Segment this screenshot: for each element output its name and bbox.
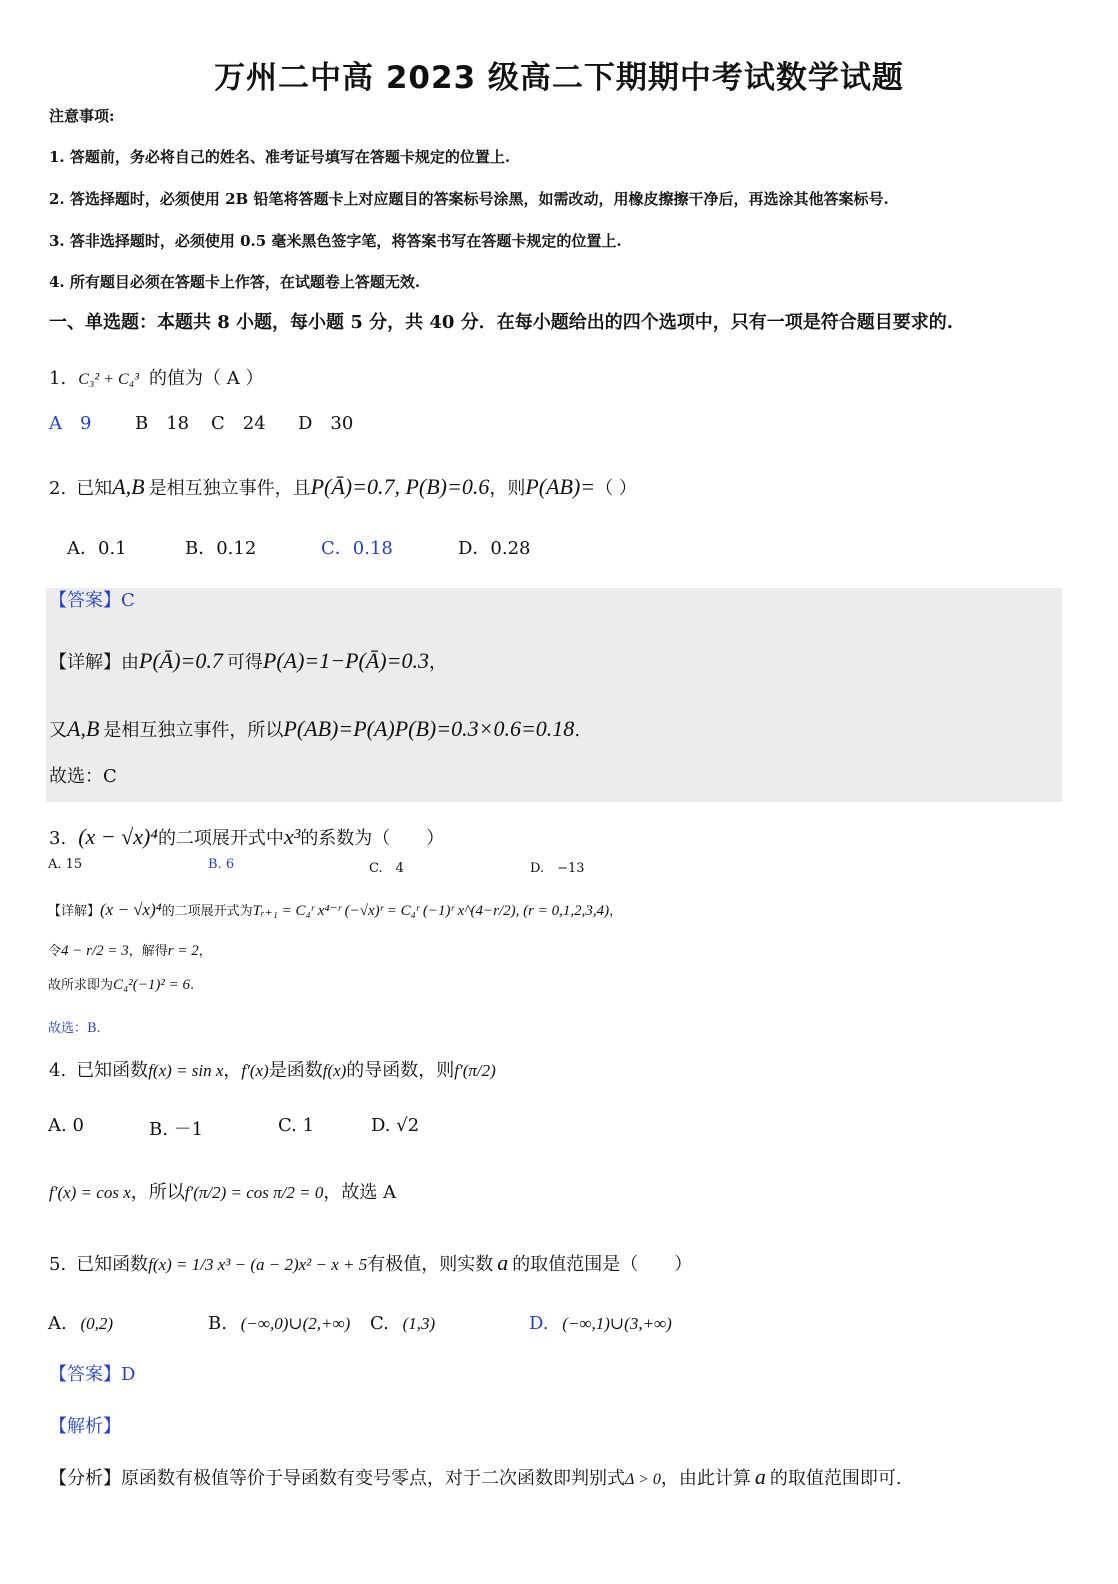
q3-detail-end: ，	[609, 904, 623, 919]
question-4	[49, 1056, 496, 1082]
q2-detail-given: P(Ā)=0.7	[139, 648, 223, 673]
question-3	[49, 824, 444, 850]
q4-sol-so: ，所以	[130, 1182, 185, 1203]
q1-expression: C₃² + C₄³	[78, 371, 140, 388]
q3-choose: 故选：B.	[48, 1021, 101, 1036]
q5-option-b-label: B.	[208, 1313, 227, 1334]
note-item-2: 2. 答选择题时，必须使用 2B 铅笔将答题卡上对应题目的答案标号涂黑，如需改动，用橡皮擦擦干净后，再选涂其他答案标号.	[49, 190, 889, 208]
q2-events: A,B	[112, 474, 145, 499]
q4-mid-2: 是函数	[268, 1060, 323, 1081]
q2-ask: P(AB)=	[525, 474, 596, 499]
q4-sol-derivative: f′(x) = cos x	[49, 1183, 131, 1202]
q3-detail-label: 【详解】	[48, 904, 101, 919]
q1-number: 1.	[49, 368, 67, 389]
q4-ask: f′(π/2)	[454, 1061, 496, 1080]
q3-detail-line-2	[48, 940, 212, 960]
note-item-1: 1. 答题前，务必将自己的姓名、准考证号填写在答题卡规定的位置上.	[49, 148, 511, 166]
q4-option-a: A. 0	[48, 1115, 84, 1136]
q2-option-a: A．0.1	[67, 538, 127, 559]
q1-option-b: B 18	[135, 413, 190, 434]
q5-fenxi-text-3: 的取值范围即可.	[769, 1468, 902, 1489]
q3-line3-equation: C₄²(−1)² = 6	[113, 977, 190, 993]
q4-fx: f(x)	[322, 1061, 347, 1080]
q3-line2-equation: 4 − r/2 = 3	[61, 943, 129, 959]
q3-term: x³	[283, 824, 301, 849]
q3-line2-pre: 令	[48, 944, 62, 959]
q5-option-b-value: (−∞,0)∪(2,+∞)	[240, 1314, 351, 1333]
q4-sol-value: f′(π/2) = cos π/2 = 0	[184, 1183, 324, 1202]
section-heading: 一、单选题：本题共 8 小题，每小题 5 分，共 40 分．在每小题给出的四个选项中，只有一项是符合题目要求的.	[49, 312, 953, 333]
q5-option-c-value: (1,3)	[402, 1314, 436, 1333]
q5-option-d-value: (−∞,1)∪(3,+∞)	[562, 1314, 672, 1333]
q4-mid-3: 的导函数，则	[346, 1060, 455, 1081]
q3-line3-end: .	[189, 978, 195, 993]
q2-pre: 已知	[76, 478, 113, 499]
q3-number: 3.	[49, 828, 67, 849]
q3-option-c: C. 4	[369, 861, 404, 876]
q2-detail-line-1	[49, 648, 447, 674]
notes-heading: 注意事项:	[49, 107, 115, 125]
q2-line2-mid: 是相互独立事件，所以	[103, 720, 284, 741]
q4-number: 4.	[49, 1060, 67, 1081]
q5-number: 5.	[49, 1254, 67, 1275]
q5-option-a-value: (0,2)	[80, 1314, 114, 1333]
q5-option-b	[208, 1313, 350, 1334]
q5-analysis: 【解析】	[49, 1416, 121, 1437]
q2-detail-comma: ，	[428, 652, 447, 673]
q5-option-c-label: C.	[370, 1313, 389, 1334]
q3-detail-formula: Tᵣ₊₁ = C₄ʳ x⁴⁻ʳ (−√x)ʳ = C₄ʳ (−1)ʳ x^(4−r/2), (r = 0,1,2,3,4)	[252, 903, 610, 919]
q3-line3-pre: 故所求即为	[48, 978, 114, 993]
q3-line2-mid: ，解得	[128, 944, 168, 959]
q2-blank: （ ）	[595, 478, 637, 499]
note-item-3: 3. 答非选择题时，必须使用 0.5 毫米黑色签字笔，将答案书写在答题卡规定的位置上.	[49, 232, 622, 250]
q2-solution-box	[46, 588, 1062, 802]
q3-text-2: 的系数为（ ）	[300, 828, 445, 849]
q4-mid-1: ，	[223, 1060, 242, 1081]
q5-fenxi-label: 【分析】	[49, 1468, 121, 1489]
q4-option-c: C. 1	[278, 1115, 315, 1136]
q2-detail-then: 可得	[226, 652, 263, 673]
question-2	[49, 474, 637, 500]
q5-option-d	[529, 1313, 672, 1334]
q2-given: P(Ā)=0.7, P(B)=0.6	[310, 474, 490, 499]
q5-fenxi-text: 原函数有极值等价于导函数有变号零点，对于二次函数即判别式	[121, 1468, 625, 1489]
q4-option-d: D. √2	[371, 1115, 420, 1136]
q3-option-d: D. −13	[530, 861, 585, 876]
q2-answer: 【答案】C	[49, 590, 135, 611]
q2-post: ，则	[489, 478, 526, 499]
q5-mid: 有极值，则实数	[367, 1254, 494, 1275]
q3-expression: (x − √x)⁴	[78, 824, 158, 849]
q2-detail-line-2	[49, 716, 580, 742]
q5-option-a-label: A.	[48, 1313, 67, 1334]
q3-detail-expression: (x − √x)⁴	[100, 900, 162, 919]
note-item-4: 4. 所有题目必须在答题卡上作答，在试题卷上答题无效.	[49, 273, 421, 291]
q5-fenxi-expression: Δ > 0	[625, 1471, 661, 1488]
q2-choose: 故选：C	[49, 766, 117, 787]
q4-derivative: f′(x)	[241, 1061, 269, 1080]
q5-answer: 【答案】D	[49, 1364, 136, 1385]
q4-solution	[49, 1178, 396, 1204]
q5-option-a	[48, 1313, 113, 1334]
q5-fenxi	[49, 1464, 902, 1490]
q5-function: f(x) = 1/3 x³ − (a − 2)x² − x + 5	[148, 1255, 368, 1274]
q1-text: 的值为（ A ）	[149, 368, 264, 389]
q3-option-a: A. 15	[48, 857, 83, 872]
q3-line2-r: r = 2	[167, 943, 199, 959]
q2-number: 2.	[49, 478, 67, 499]
q5-fenxi-text-2: ，由此计算	[660, 1468, 751, 1489]
q3-detail-line-3	[48, 974, 194, 994]
page-title: 万州二中高 2023 级高二下期期中考试数学试题	[214, 60, 904, 96]
q2-line2-events: A,B	[67, 716, 100, 741]
q5-pre: 已知函数	[76, 1254, 149, 1275]
q3-option-b: B. 6	[208, 857, 235, 872]
q2-line2-pre: 又	[49, 720, 67, 741]
q5-fenxi-var: a	[754, 1464, 766, 1489]
q3-text-1: 的二项展开式中	[157, 828, 284, 849]
q3-line2-end: ，	[198, 944, 212, 959]
q4-function: f(x) = sin x	[148, 1061, 224, 1080]
q2-detail-label: 【详解】由	[49, 652, 139, 673]
q4-pre: 已知函数	[76, 1060, 149, 1081]
q1-option-c: C 24	[211, 413, 266, 434]
q4-option-b: B. －1	[149, 1119, 204, 1140]
q5-var: a	[497, 1250, 509, 1275]
question-1	[49, 364, 264, 390]
q1-option-d: D 30	[298, 413, 354, 434]
q2-detail-result: P(A)=1−P(Ā)=0.3	[262, 648, 429, 673]
question-5	[49, 1250, 692, 1276]
q5-post: 的取值范围是（ ）	[512, 1254, 693, 1275]
q2-option-b: B．0.12	[185, 538, 257, 559]
q1-option-a: A 9	[49, 413, 92, 434]
q4-sol-choose: ，故选 A	[323, 1182, 397, 1203]
q2-option-c: C．0.18	[321, 538, 393, 559]
q3-detail-text: 的二项展开式为	[161, 904, 253, 919]
q2-line2-end: .	[574, 720, 581, 741]
q3-detail-line-1	[48, 900, 622, 920]
q2-mid: 是相互独立事件，且	[148, 478, 311, 499]
q5-option-d-label: D.	[529, 1313, 549, 1334]
q2-line2-equation: P(AB)=P(A)P(B)=0.3×0.6=0.18	[283, 716, 575, 741]
q5-option-c	[370, 1313, 435, 1334]
q2-option-d: D．0.28	[458, 538, 531, 559]
